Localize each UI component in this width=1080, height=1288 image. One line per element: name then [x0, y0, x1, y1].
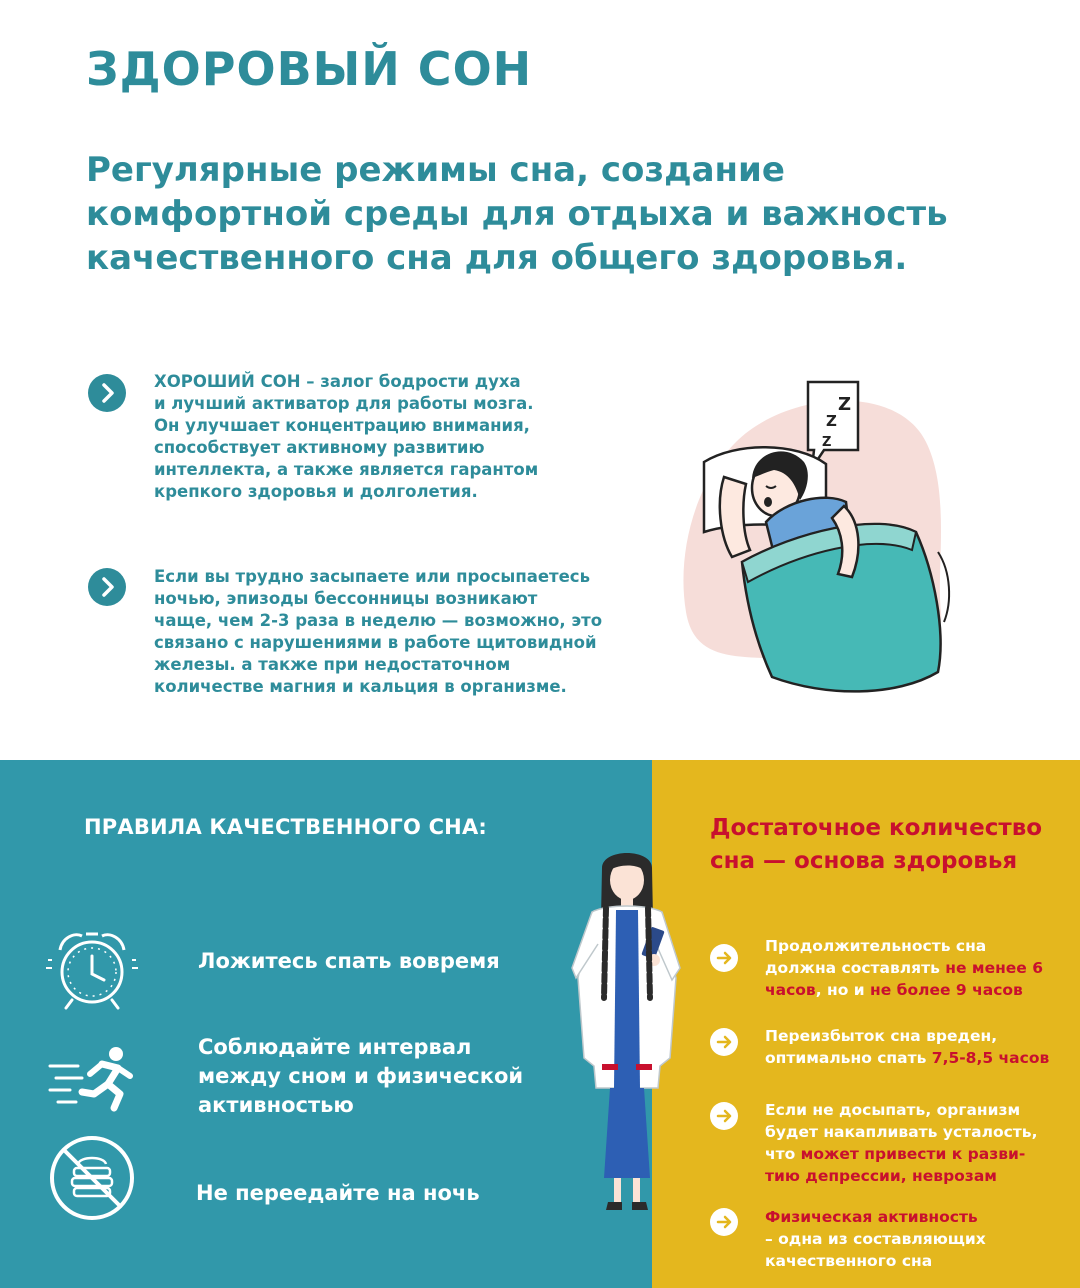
svg-text:Z: Z	[826, 412, 837, 430]
intro-paragraph-insomnia	[154, 566, 602, 698]
subtitle-line: качественного сна для общего здоровья.	[86, 238, 908, 278]
fact-line	[765, 1143, 1037, 1165]
chevron-right-icon	[88, 568, 126, 606]
fact-highlight: не менее 6	[945, 959, 1043, 977]
fact-line	[765, 979, 1043, 1001]
paragraph-line: и лучший активатор для работы мозга.	[154, 394, 534, 413]
fact-line: Переизбыток сна вреден,	[765, 1027, 998, 1045]
chevron-right-icon	[88, 374, 126, 412]
rule-line: Не переедайте на ночь	[196, 1181, 480, 1205]
paragraph-line: чаще, чем 2-3 раза в неделю — возможно, это	[154, 611, 603, 630]
rule-line: активностью	[198, 1093, 354, 1117]
title-line: сна — основа здоровья	[710, 848, 1018, 874]
paragraph-line: ночью, эпизоды бессонницы возникают	[154, 589, 538, 608]
fact-physical-activity	[765, 1206, 986, 1272]
paragraph-line: ХОРОШИЙ СОН – залог бодрости духа	[154, 372, 521, 391]
fact-line: будет накапливать усталость,	[765, 1123, 1038, 1141]
fact-sleep-duration	[765, 935, 1043, 1001]
subtitle-line: комфортной среды для отдыха и важность	[86, 194, 948, 234]
alarm-clock-icon	[46, 922, 138, 1014]
fact-line: Если не досыпать, организм	[765, 1101, 1021, 1119]
intro-paragraph-good-sleep	[154, 371, 538, 503]
fact-text: оптимально спать	[765, 1049, 932, 1067]
doctor-illustration	[562, 848, 692, 1218]
fact-line: Физическая активность	[765, 1208, 978, 1226]
fact-line: тию депрессии, неврозам	[765, 1167, 997, 1185]
sleep-amount-title	[710, 812, 1042, 878]
paragraph-line: Он улучшает концентрацию внимания,	[154, 416, 530, 435]
fact-line: – одна из составляющих	[765, 1230, 986, 1248]
fact-oversleep	[765, 1025, 1049, 1069]
running-person-icon	[48, 1044, 138, 1114]
sleeping-person-illustration	[676, 372, 956, 702]
paragraph-line: интеллекта, а также является гарантом	[154, 460, 539, 479]
rule-text-overeating	[196, 1179, 480, 1208]
page-title: ЗДОРОВЫЙ СОН	[86, 42, 533, 96]
rule-line: Ложитесь спать вовремя	[198, 949, 500, 973]
arrow-right-icon	[710, 1102, 738, 1130]
fact-text: что	[765, 1145, 801, 1163]
fact-highlight: не более 9 часов	[870, 981, 1023, 999]
fact-text: должна составлять	[765, 959, 946, 977]
arrow-right-icon	[710, 1208, 738, 1236]
fact-highlight: может привести к разви-	[800, 1145, 1026, 1163]
svg-text:Z: Z	[822, 435, 832, 450]
arrow-right-icon	[710, 1028, 738, 1056]
page-subtitle	[86, 148, 1046, 280]
fact-line	[765, 1047, 1049, 1069]
rule-line: между сном и физической	[198, 1064, 524, 1088]
fact-sleep-deprivation	[765, 1099, 1037, 1187]
rule-text-interval	[198, 1033, 523, 1120]
fact-highlight: часов	[765, 981, 816, 999]
svg-text:Z: Z	[838, 394, 852, 415]
no-food-icon	[48, 1134, 136, 1222]
fact-text: , но и	[815, 981, 871, 999]
paragraph-line: железы. а также при недостаточном	[154, 655, 511, 674]
paragraph-line: Если вы трудно засыпаете или просыпаетесь	[154, 567, 591, 586]
arrow-right-icon	[710, 944, 738, 972]
paragraph-line: количестве магния и кальция в организме.	[154, 677, 567, 696]
paragraph-line: способствует активному развитию	[154, 438, 485, 457]
fact-line: качественного сна	[765, 1252, 933, 1270]
fact-line: Продолжительность сна	[765, 937, 987, 955]
title-line: Достаточное количество	[710, 815, 1043, 841]
fact-highlight: 7,5-8,5 часов	[931, 1049, 1050, 1067]
subtitle-line: Регулярные режимы сна, создание	[86, 150, 785, 190]
rule-text-bedtime	[198, 947, 500, 976]
fact-line	[765, 957, 1043, 979]
rule-line: Соблюдайте интервал	[198, 1035, 472, 1059]
rules-title: ПРАВИЛА КАЧЕСТВЕННОГО СНА:	[84, 815, 488, 839]
paragraph-line: крепкого здоровья и долголетия.	[154, 482, 478, 501]
paragraph-line: связано с нарушениями в работе щитовидной	[154, 633, 597, 652]
